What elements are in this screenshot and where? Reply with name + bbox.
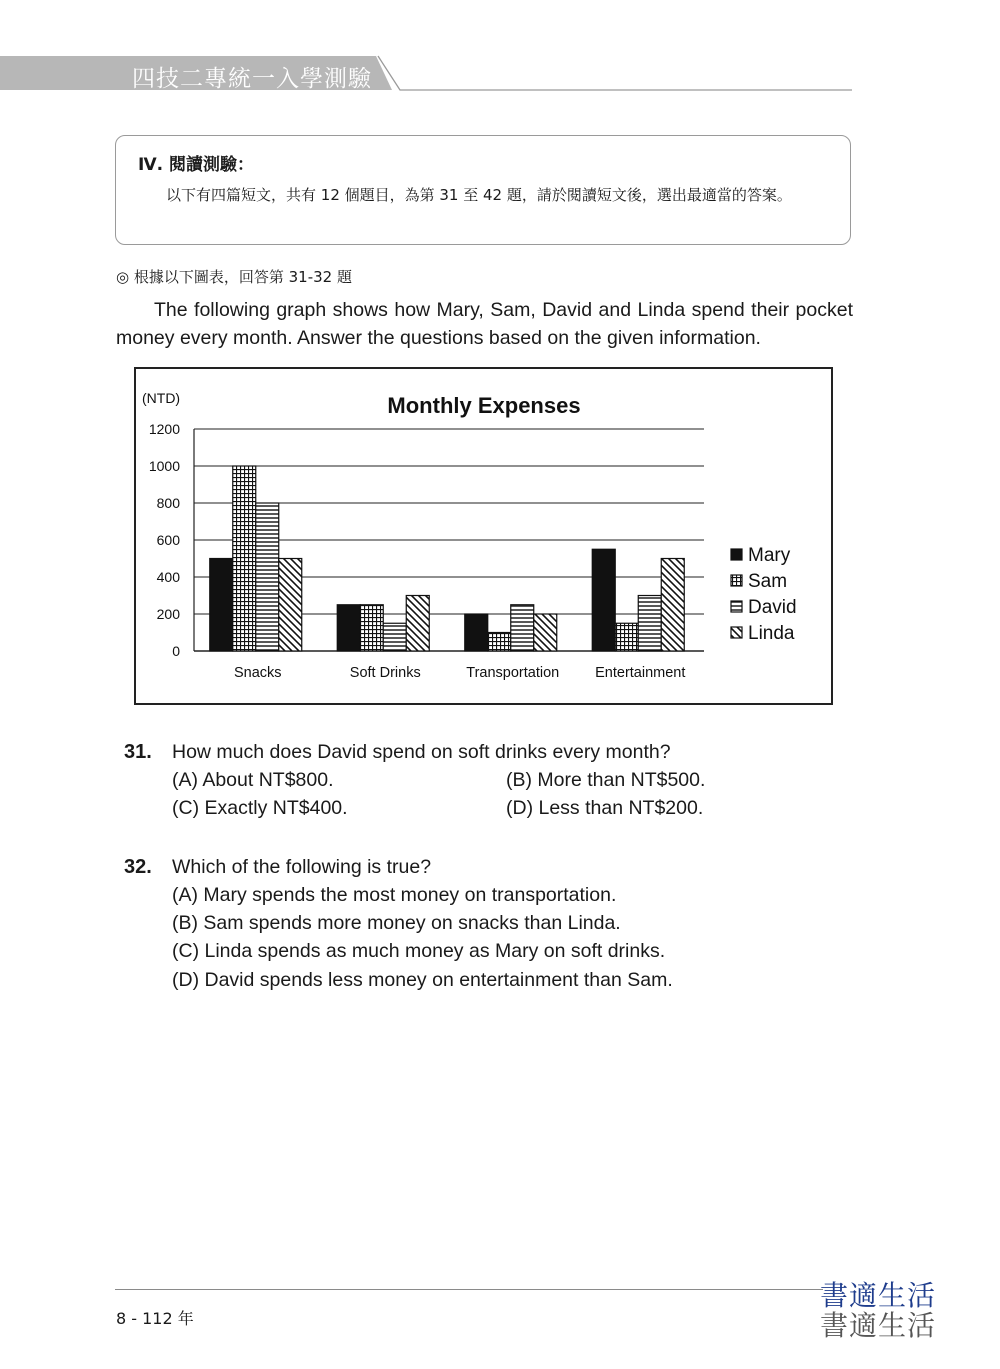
bar-david-transportation xyxy=(511,605,534,651)
section-box xyxy=(115,135,851,245)
bar-david-soft-drinks xyxy=(383,623,406,651)
bar-sam-soft-drinks xyxy=(360,605,383,651)
x-tick-label: Transportation xyxy=(466,665,560,681)
y-tick-label: 400 xyxy=(156,569,180,585)
question-32-option-a: (A) Mary spends the most money on transportation. xyxy=(172,884,617,906)
legend-label-david: David xyxy=(748,597,797,618)
section-instruction: 以下有四篇短文，共有 12 個題目，為第 31 至 42 題，請於閱讀短文後，選出最適當的答案。 xyxy=(166,186,792,204)
bar-linda-transportation xyxy=(534,614,557,651)
bar-mary-soft-drinks xyxy=(337,605,360,651)
question-31-option-a: (A) About NT$800. xyxy=(172,769,334,791)
bar-linda-soft-drinks xyxy=(406,596,429,652)
question-reference: ◎ 根據以下圖表，回答第 31-32 題 xyxy=(116,268,352,286)
question-32-option-d: (D) David spends less money on entertainment than Sam. xyxy=(172,969,673,991)
header-banner xyxy=(0,54,860,94)
chart-title: Monthly Expenses xyxy=(387,393,581,418)
bar-linda-snacks xyxy=(279,559,302,652)
y-tick-label: 600 xyxy=(156,532,180,548)
chart-ylabel: (NTD) xyxy=(142,390,181,406)
legend-label-sam: Sam xyxy=(748,571,788,592)
bar-sam-transportation xyxy=(488,633,511,652)
question-32-option-c: (C) Linda spends as much money as Mary on soft drinks. xyxy=(172,940,666,962)
question-31-option-b: (B) More than NT$500. xyxy=(506,769,706,791)
question-32-option-b: (B) Sam spends more money on snacks than Linda. xyxy=(172,912,621,934)
question-31-option-c: (C) Exactly NT$400. xyxy=(172,797,348,819)
page-number: 8 - 112 年 xyxy=(116,1309,194,1328)
legend-swatch-mary xyxy=(731,549,742,560)
question-32-number: 32. xyxy=(124,856,152,878)
header-title: 四技二專統一入學測驗 xyxy=(132,66,372,92)
y-tick-label: 0 xyxy=(172,643,180,659)
bar-sam-snacks xyxy=(233,466,256,651)
brand-logo-line-2: 書適生活 xyxy=(820,1309,937,1342)
y-tick-label: 1200 xyxy=(148,421,180,437)
bar-mary-snacks xyxy=(210,559,233,652)
footer-divider xyxy=(115,1289,823,1290)
bar-chart xyxy=(136,369,830,702)
legend-swatch-david xyxy=(731,601,742,612)
y-tick-label: 200 xyxy=(156,606,180,622)
x-tick-label: Snacks xyxy=(233,665,282,681)
x-tick-label: Entertainment xyxy=(595,665,686,681)
section-heading: Ⅳ. 閱讀測驗： xyxy=(138,155,255,175)
bar-mary-transportation xyxy=(465,614,488,651)
chart-frame xyxy=(134,367,833,705)
legend-label-mary: Mary xyxy=(748,545,791,566)
bar-david-entertainment xyxy=(638,596,661,652)
question-32-text: Which of the following is true? xyxy=(172,856,432,878)
bar-linda-entertainment xyxy=(661,559,684,652)
x-tick-label: Soft Drinks xyxy=(349,665,421,681)
legend-swatch-linda xyxy=(731,627,742,638)
bar-sam-entertainment xyxy=(615,623,638,651)
bar-mary-entertainment xyxy=(592,549,615,651)
legend-swatch-sam xyxy=(731,575,742,586)
y-tick-label: 1000 xyxy=(148,458,180,474)
question-31-number: 31. xyxy=(124,741,152,763)
bar-david-snacks xyxy=(256,503,279,651)
question-31-text: How much does David spend on soft drinks every month? xyxy=(172,741,671,763)
passage-intro: The following graph shows how Mary, Sam, David and Linda spend their pocket money every month. Answer the questions based on the given information. xyxy=(116,299,853,349)
question-31-option-d: (D) Less than NT$200. xyxy=(506,797,704,819)
legend-label-linda: Linda xyxy=(748,623,795,644)
y-tick-label: 800 xyxy=(156,495,180,511)
brand-logo-line-1: 書適生活 xyxy=(820,1279,937,1312)
